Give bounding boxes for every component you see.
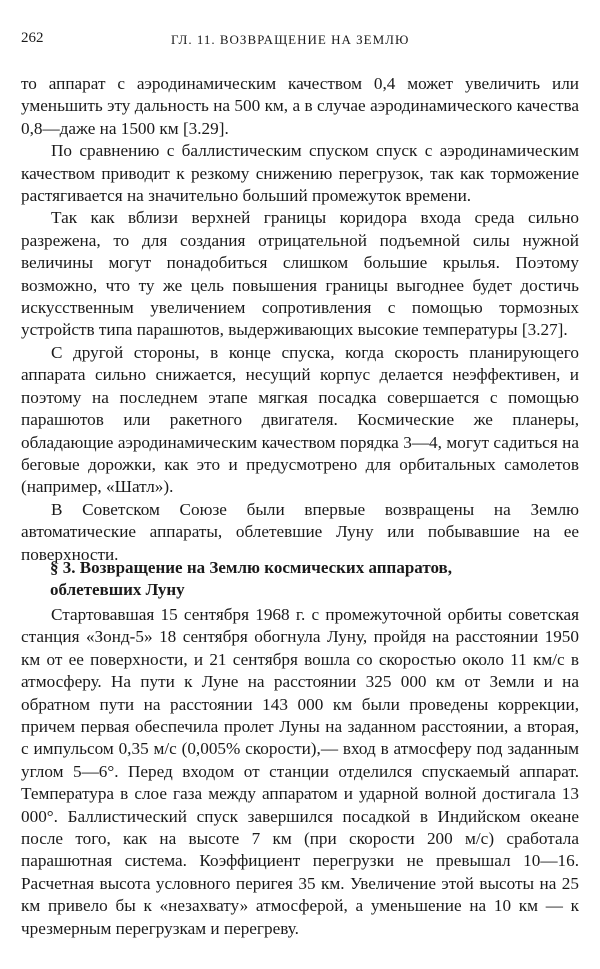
paragraph: С другой стороны, в конце спуска, когда скорость планирующего аппарата сильно снижается, несущий корпус делается неэффективен, и поэтому на последнем этапе мягкая посадка совершается с помощью парашютов или ракетного двигателя. Космические же планеры, обладающие аэродинамическим качеством порядка 3—4, могут садиться на беговые дорожки, как это и предусмотрено для орбитальных самолетов (например, «Шатл»). (21, 342, 579, 497)
section-title-line1: § 3. Возвращение на Землю космических аппаратов, (50, 558, 452, 577)
paragraph: Стартовавшая 15 сентября 1968 г. с промежуточной орбиты советская станция «Зонд-5» 18 сентября обогнула Луну, пройдя на расстоянии 1950 км от ее поверхности, и 21 сентября вошла со скоростью около 11 км/с в атмосферу. На пути к Луне на расстоянии 325 000 км от Земли и на обратном пути на расстоянии 143 000 км были проведены коррекции, причем первая обеспечила пролет Луны на заданном расстоянии, а вторая, с импульсом 0,35 м/с (0,005% скорости),— вход в атмосферу под заданным углом 5—6°. Перед входом от станции отделился спускаемый аппарат. Температура в слое газа между аппаратом и ударной волной достигала 13 000°. Баллистический спуск завершился посадкой в Индийском океане после того, как на высоте 7 км (при скорости 200 м/с) сработала парашютная система. Коэффициент перегрузки не превышал 10—16. Расчетная высота условного перигея 35 км. Увеличение этой высоты на 25 км привело бы к «незахвату» атмосферой, а уменьшение на 10 км — к чрезмерным перегрузкам и перегреву. (21, 605, 579, 938)
section-heading (50, 557, 570, 601)
page-number: 262 (21, 30, 44, 46)
page-header (21, 30, 579, 52)
section-title-line2: облетевших Луну (50, 580, 185, 599)
section-body-text (21, 604, 579, 940)
paragraph: то аппарат с аэродинамическим качеством 0,4 может увеличить или уменьшить эту дальность на 500 км, а в случае аэродинамического качества 0,8—даже на 1500 км [3.29]. (21, 74, 579, 138)
paragraph: В Советском Союзе были впервые возвращены на Землю автоматические аппараты, облетевшие Луну или побывавшие на ее поверхности. (21, 499, 579, 564)
paragraph: Так как вблизи верхней границы коридора входа среда сильно разрежена, то для создания отрицательной подъемной силы нужной величины могут понадобиться слишком большие крылья. Поэтому возможно, что ту же цель повышения границы выгоднее будет достичь искусственным увеличением сопротивления с помощью тормозных устройств типа парашютов, выдерживающих высокие температуры [3.27]. (21, 208, 579, 340)
paragraph: По сравнению с баллистическим спуском спуск с аэродинамическим качеством приводит к резкому снижению перегрузок, так как торможение растягивается на значительно больший промежуток времени. (21, 141, 579, 206)
running-head: ГЛ. 11. ВОЗВРАЩЕНИЕ НА ЗЕМЛЮ (171, 32, 410, 47)
body-text (21, 73, 579, 566)
